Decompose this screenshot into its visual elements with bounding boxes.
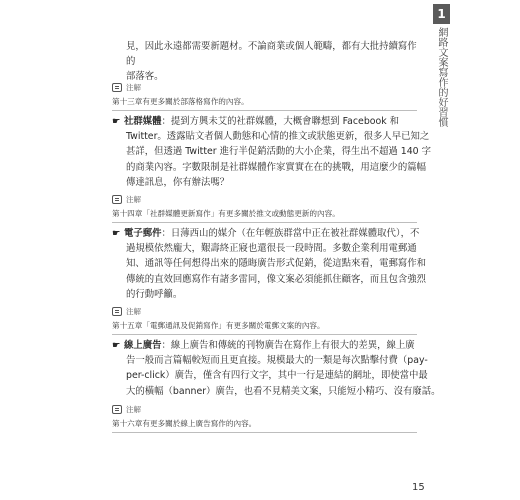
entry-line: Twitter。透露貼文者個人動態和心情的推文或狀態更新，很多人早已知之 xyxy=(126,131,430,143)
note-header xyxy=(112,404,141,415)
note-label: 注解 xyxy=(126,83,141,92)
entry-line: 大的橫幅（banner）廣告，也看不見精美文案，只能短小精巧、沒有廢話。 xyxy=(126,385,441,397)
note-icon xyxy=(112,405,122,414)
entry-email xyxy=(112,226,427,302)
entry-social-media xyxy=(112,114,431,190)
pointing-hand-icon: ☛ xyxy=(112,116,121,127)
entry-line: ：線上廣告和傳統的刊物廣告在寫作上有很大的差異，線上廣 xyxy=(161,340,415,351)
entry-line: 告一般而言篇幅較短而且更直接。規模最大的一類是每次點擊付費（pay- xyxy=(126,355,428,367)
note-header xyxy=(112,306,141,317)
note-header xyxy=(112,82,141,93)
note-label: 注解 xyxy=(126,307,141,316)
intro-line: 部落客。 xyxy=(126,71,164,83)
entry-line: 知、通訊等任何想得出來的隱晦廣告形式促銷，從這點來看，電郵寫作和 xyxy=(126,258,427,270)
entry-line: ：日薄西山的媒介（在年輕族群當中正在被社群媒體取代），不 xyxy=(161,228,420,239)
note-icon xyxy=(112,195,122,204)
pointing-hand-icon: ☛ xyxy=(112,340,121,351)
entry-line: 的行動呼籲。 xyxy=(126,288,183,300)
entry-line: 過規模依然龐大，艱壽終正寢也還很長一段時間。多數企業利用電郵通 xyxy=(126,243,417,255)
note-header xyxy=(112,194,141,205)
entry-line: 傳統的直效回應寫作有諸多雷同，像文案必須能抓住顧客，而且包含強烈 xyxy=(126,273,427,285)
note-icon xyxy=(112,307,122,316)
page-number: 15 xyxy=(412,482,425,493)
note-text: 第十四章「社群媒體更新寫作」有更多關於推文或動態更新的內容。 xyxy=(112,208,417,223)
chapter-title: 網路文案寫作的好習慣 xyxy=(436,27,447,127)
entry-line: per-click）廣告，僅含有四行文字，其中一行是連結的網址，即使當中最 xyxy=(126,370,428,382)
intro-paragraph xyxy=(126,39,424,85)
note-icon xyxy=(112,83,122,92)
entry-line: 傳達訊息，你有辦法嗎？ xyxy=(126,176,230,188)
entry-line: ：提到方興未艾的社群媒體，大概會聯想到 Facebook 和 xyxy=(161,116,400,127)
note-text: 第十五章「電郵通訊及促銷寫作」有更多關於電郵文案的內容。 xyxy=(112,320,417,335)
note-text: 第十六章有更多關於線上廣告寫作的內容。 xyxy=(112,418,417,433)
entry-line: 甚詳，但透過 Twitter 進行半促銷活動的大小企業，得生出不超過 140 字 xyxy=(126,146,431,158)
entry-term: 社群媒體 xyxy=(124,116,162,127)
entry-term: 電子郵件 xyxy=(124,228,162,239)
note-text: 第十三章有更多關於部落格寫作的內容。 xyxy=(112,96,417,111)
entry-line: 的商業內容。字數限制是社群媒體作家實實在在的挑戰，用這麼少的篇幅 xyxy=(126,161,427,173)
intro-line: 見，因此永遠都需要新題材。不論商業或個人範疇，都有大批持續寫作的 xyxy=(126,41,417,68)
entry-online-ads xyxy=(112,338,441,399)
chapter-tab: 1 xyxy=(433,4,450,24)
pointing-hand-icon: ☛ xyxy=(112,228,121,239)
entry-term: 線上廣告 xyxy=(124,340,162,351)
note-label: 注解 xyxy=(126,405,141,414)
note-label: 注解 xyxy=(126,195,141,204)
